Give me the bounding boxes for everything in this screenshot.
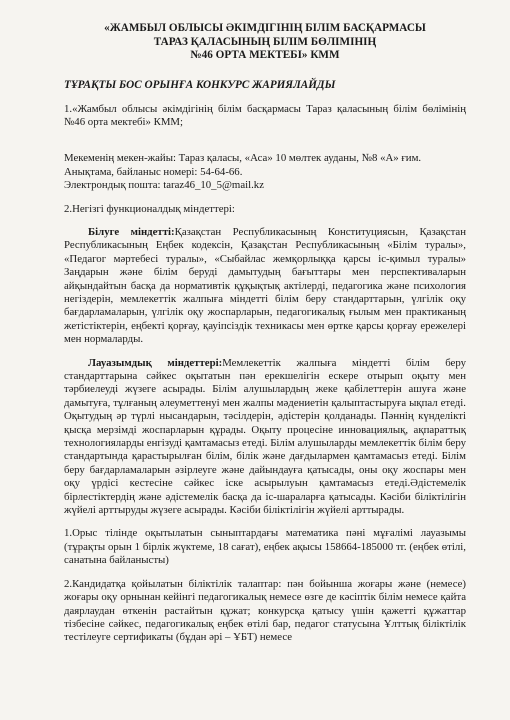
phone-line: Анықтама, байланыс номері: 54-64-66. [64, 165, 243, 178]
header-line-2: ТАРАЗ ҚАЛАСЫНЫҢ БІЛІМ БӨЛІМІНІҢ [153, 35, 377, 48]
organization-paragraph: 1.«Жамбыл облысы әкімдігінің білім басқармасы Тараз қаласының білім бөлімінің №46 орта мектебі» КММ; [64, 102, 466, 128]
position-paragraph: 1.Орыс тілінде оқытылатын сыныптардағы математика пәні мұғалімі лауазымы (тұрақты орын 1 бірлік жүктеме, 18 сағат), еңбек ақысы 158664-185000 тг. (еңбек өтілі, санатына байланысты) [64, 527, 466, 567]
duties-paragraph [64, 357, 466, 518]
document-header [64, 22, 466, 63]
knowledge-paragraph [64, 226, 466, 347]
spacer [64, 193, 466, 203]
requirements-paragraph: 2.Кандидатқа қойылатын біліктілік талаптар: пән бойынша жоғары және (немесе) жоғары оқу орнынан кейінгі педагогикалық немесе өзге де кәсіптік білім немесе қайта даярлаудан өткенін растайтын құжат; конкурсқа қатысу үшін қажетті құжаттар тізбесіне сәйкес, педагогикалық еңбек өтілі бар, педагог статусына Ұлттық біліктілік тестілеуге сертификаты (бұдан әрі – ҰБТ) немесе [64, 577, 466, 644]
knowledge-label: Білуге міндетті: [88, 225, 175, 238]
duties-text: Мемлекеттік жалпыға міндетті білім беру стандарттарына сәйкес оқытатын пән ерекшелігін ескере отырып оқыту мен тәрбиелеуді жүзеге асырады. Білім алушылардың жеке қабілеттерін ашуға және дамытуға, тұлғаның әлеуметтенуі мен жалпы мәдениетін қалыптастыруға ықпал етеді. Оқытудың әр түрлі нысандарын, тәсілдерін, әдістерін қолданады. Пәннің күнделікті қысқа мерзімді жоспарларын құрады. Оқыту процесіне инновациялық, ақпараттық технологияларды енгізуді қамтамасыз етеді. Білім алушыларды мемлекеттік білім беру стандартында қарастырылған білім, білік және дағдылармен қамтамасыз етеді. Білім беру бағдарламаларын әзірлеуге және дайындауға қатысады, оны оқу жоспары мен оқу үрдісі кестесіне сәйкес іске асырылуын қамтамасыз етеді.Әдістемелік бірлестіктердің және әдістемелік басқа да іс-шараларға қатысады. Кәсіби біліктілігін жүйелі арттыруды жүзеге асырады. Кәсіби біліктілігін жүйелі арттырады. [64, 356, 467, 517]
knowledge-text: Қазақстан Республикасының Конституциясын, Қазақстан Республикасының Еңбек кодексін, Қазақстан Республикасының «Білім туралы», «Педагог мәртебесі туралы», «Сыбайлас жемқорлыққа қарсы іс-қимыл туралы» Заңдарын және білім беруді дамытудың бағыттары мен перспективаларын айқындайтын басқа да нормативтік құқықтық актілерді, педагогика және психология негіздерін, мемлекеттік жалпыға міндетті білім беру стандарттарын, үлгілік оқу бағдарламаларын, үлгілік оқу жоспарларын, педагогикалық ғылым мен практиканың жетістіктерін, еңбекті қорғау, қауіпсіздік техникасы мен өртке қарсы қорғау ережелері мен нормаларды. [64, 225, 466, 346]
header-line-1: «ЖАМБЫЛ ОБЛЫСЫ ӘКІМДІГІНІҢ БІЛІМ БАСҚАРМАСЫ [104, 22, 426, 34]
functions-heading: 2.Негізгі функционалдық міндеттері: [64, 202, 235, 215]
email-line: Электрондық пошта: taraz46_10_5@mail.kz [64, 179, 265, 192]
header-line-3: №46 ОРТА МЕКТЕБІ» КММ [190, 49, 340, 61]
address-line: Мекеменің мекен-жайы: Тараз қаласы, «Аса» 10 мөлтек ауданы, №8 «А» ғим. [64, 152, 422, 165]
duties-label: Лауазымдық міндеттері: [88, 356, 223, 369]
spacer [64, 139, 466, 152]
document-title: ТҰРАҚТЫ БОС ОРЫНҒА КОНКУРС ЖАРИЯЛАЙДЫ [64, 78, 336, 91]
